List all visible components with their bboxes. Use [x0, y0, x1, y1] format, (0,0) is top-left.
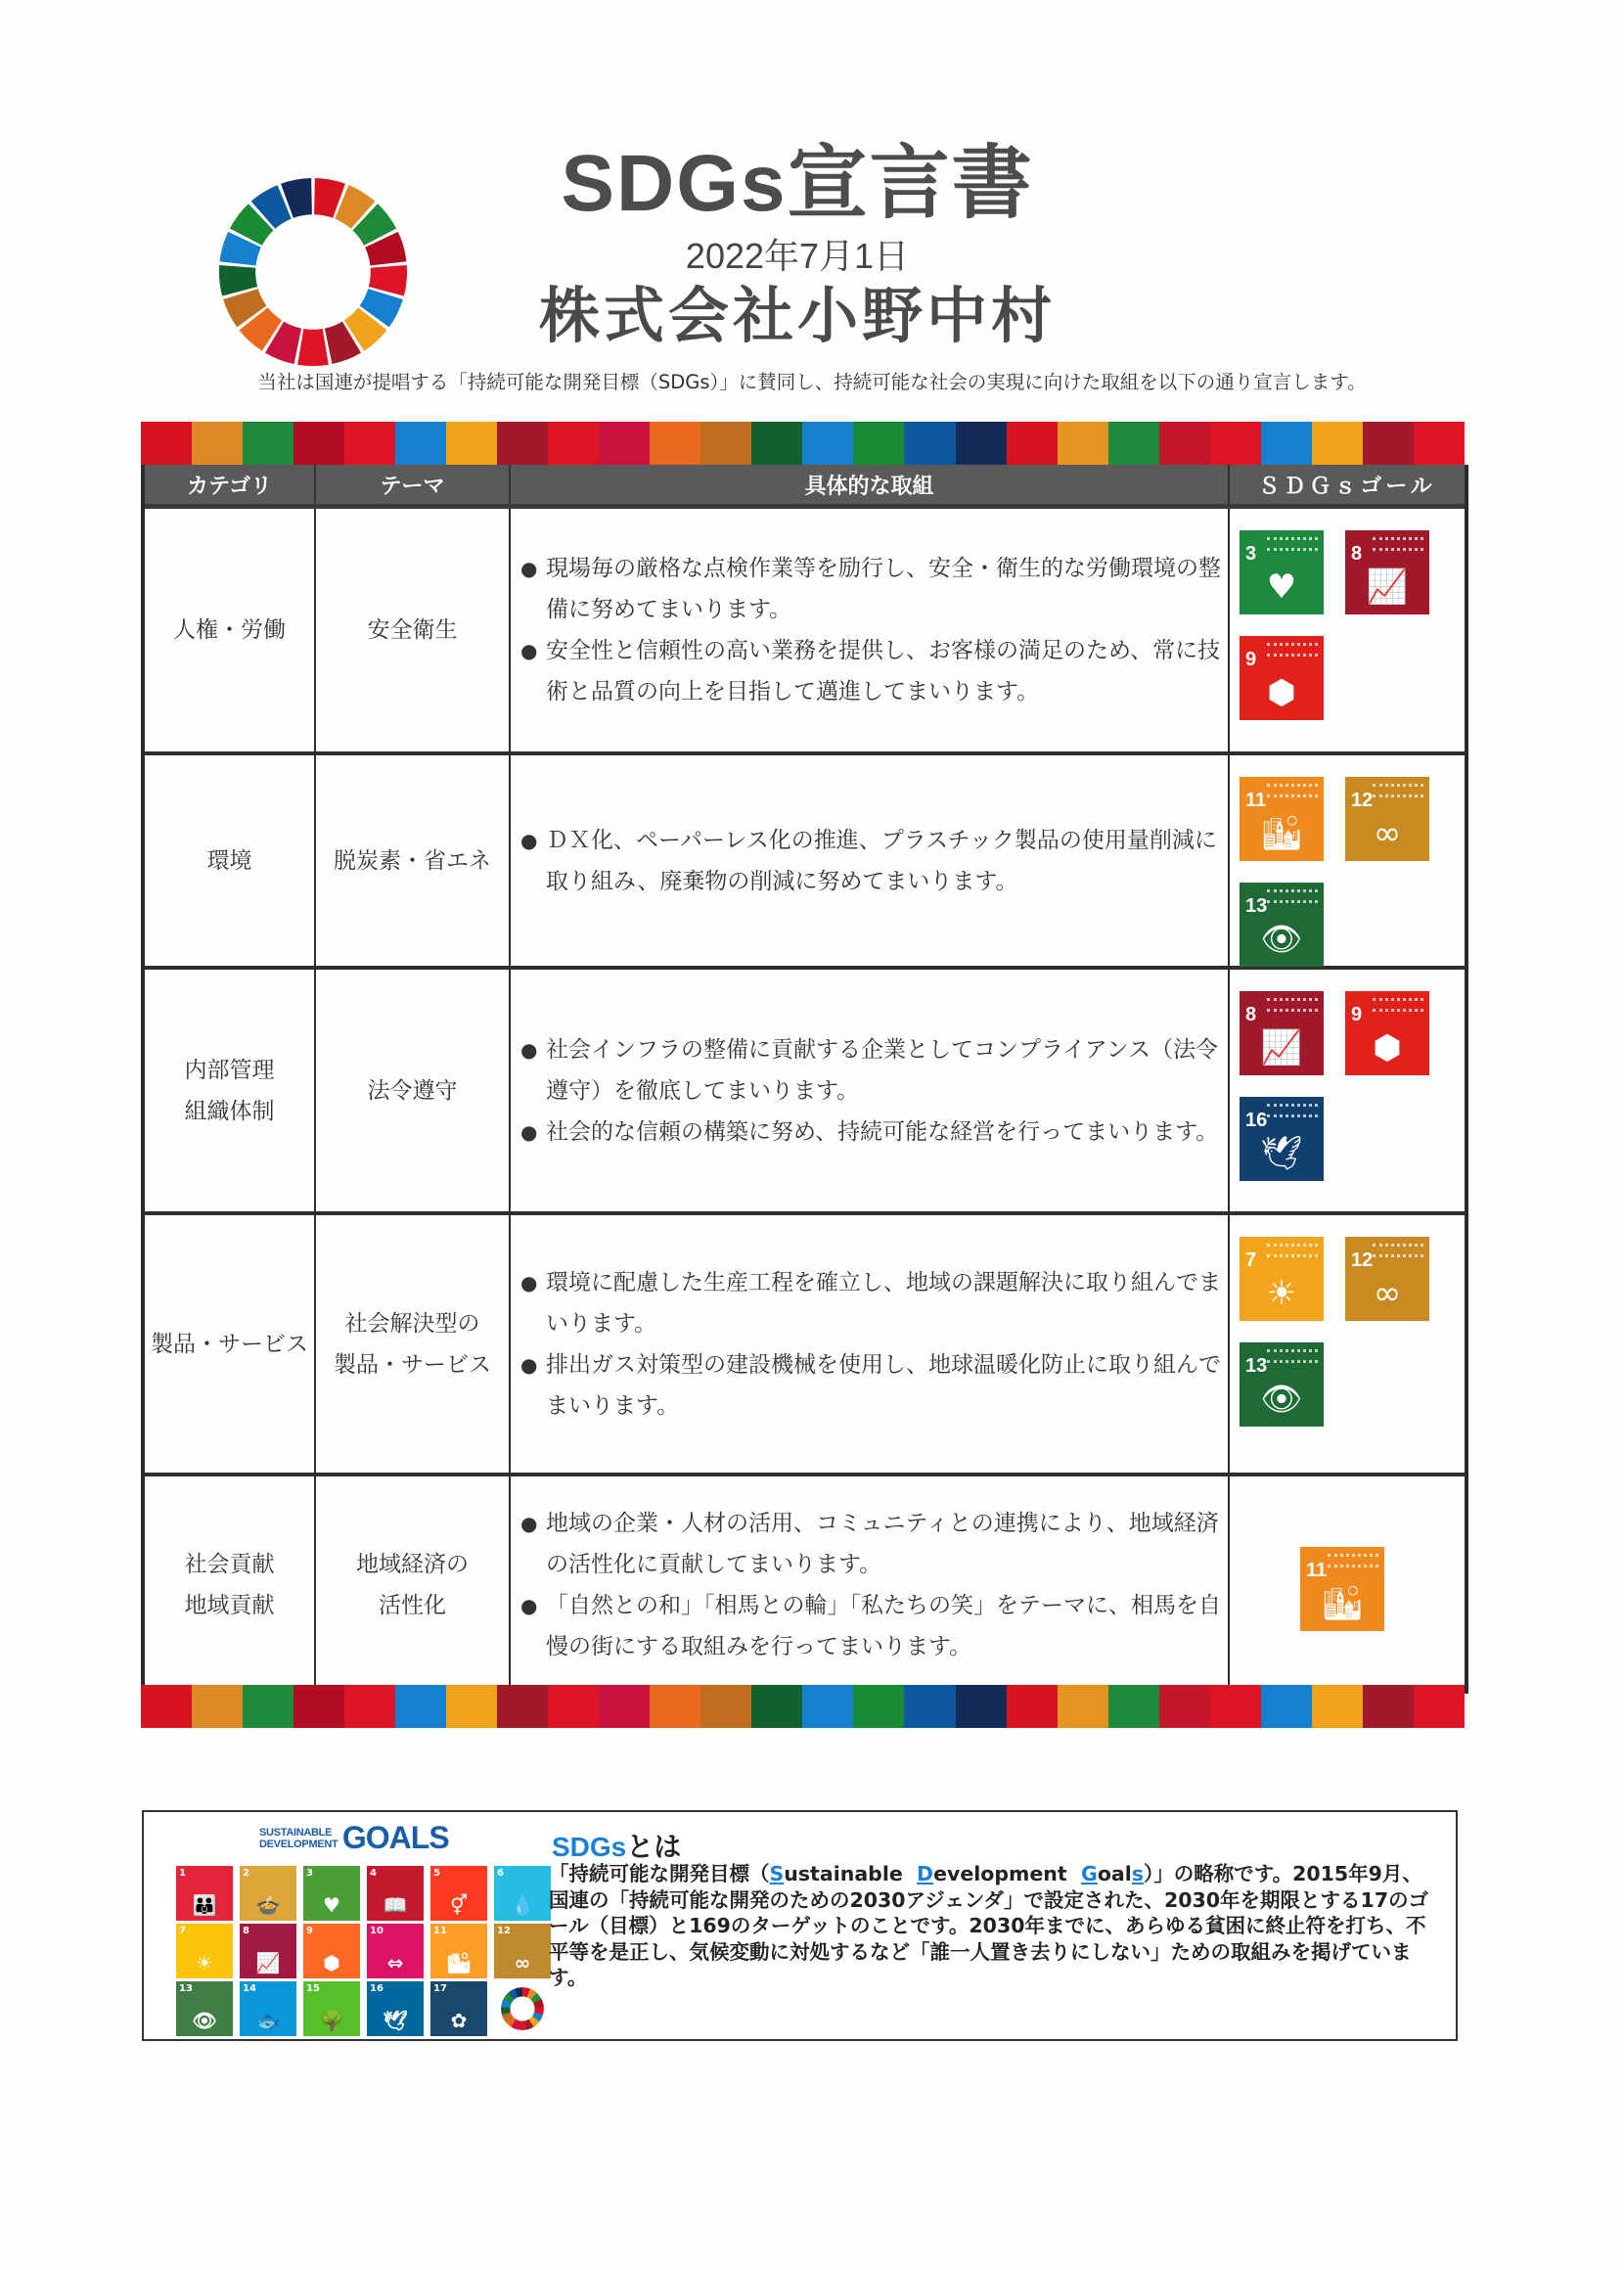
- mini-sdg-goal-4-icon: [367, 1866, 424, 1921]
- mini-sdg-goal-10-icon: [367, 1924, 424, 1978]
- goal-number: 5: [433, 1868, 440, 1879]
- strip-segment: [1159, 1685, 1210, 1728]
- strip-segment: [1261, 422, 1312, 465]
- goal-number: 13: [1245, 1355, 1268, 1377]
- actions-list: [520, 1503, 1228, 1667]
- logo-text-sustainable: SUSTAINABLE: [259, 1826, 333, 1839]
- strip-segment: [1261, 1685, 1312, 1728]
- about-body-rest: の略称です。2015年9月、国連の「持続可能な開発のための2030アジェンダ」で設定された、2030年を期限とする17のゴール（目標）と169のターゲットのことです。2030年までに、あらゆる貧困に終止符を打ち、不平等を是正し、気候変動に対処するなど「誰一人置き去りにしない」ための取組みを掲げています。: [549, 1862, 1429, 1989]
- sdg-goal-7-icon: [1240, 1237, 1324, 1321]
- goals-cell: [1230, 1476, 1490, 1694]
- goal-number: 13: [179, 1983, 193, 1994]
- goal-number: 9: [306, 1926, 313, 1936]
- theme-cell: [316, 1476, 511, 1694]
- strip-segment: [1210, 1685, 1261, 1728]
- table-row: [145, 755, 1465, 970]
- goal-pictogram-icon: 👁: [192, 2009, 217, 2032]
- strip-segment: [599, 422, 650, 465]
- strip-segment: [904, 422, 955, 465]
- goal-pictogram-icon: ⚥: [449, 1893, 469, 1917]
- strip-segment: [395, 1685, 446, 1728]
- strip-segment: [1058, 1685, 1108, 1728]
- category-cell: [145, 755, 316, 967]
- mini-sdg-goal-17-icon: [430, 1981, 487, 2036]
- about-body-word: evelopment: [933, 1862, 1067, 1885]
- goal-pictogram-icon: 📖: [383, 1893, 408, 1917]
- highlight-g: G: [1080, 1862, 1098, 1885]
- goal-number: 16: [1245, 1110, 1268, 1131]
- highlight-d: D: [917, 1862, 934, 1885]
- strip-segment: [1007, 422, 1058, 465]
- goal-pictogram-icon: ∞: [1373, 1274, 1402, 1313]
- header-sdgs-goals: ＳＤＧｓゴール: [1258, 474, 1436, 499]
- color-strip-top: [141, 422, 1465, 465]
- mini-sdg-goal-9-icon: [303, 1924, 360, 1978]
- mini-sdg-goal-15-icon: [303, 1981, 360, 2036]
- theme-label: 安全衛生: [367, 617, 458, 643]
- goal-number: 6: [497, 1868, 504, 1879]
- goal-icons: [1240, 991, 1429, 1181]
- strip-segment: [1159, 422, 1210, 465]
- goal-pictogram-icon: ✿: [450, 2009, 468, 2032]
- actions-cell: [511, 509, 1230, 751]
- goal-pictogram-icon: ⬢: [1373, 1028, 1402, 1067]
- goal-caption: [1373, 537, 1423, 551]
- strip-segment: [497, 422, 548, 465]
- strip-segment: [853, 1685, 904, 1728]
- strip-segment: [956, 422, 1007, 465]
- strip-segment: [650, 1685, 700, 1728]
- goal-pictogram-icon: 📈: [255, 1951, 281, 1975]
- goal-number: 8: [1245, 1004, 1257, 1025]
- strip-segment: [1363, 422, 1414, 465]
- goal-number: 3: [306, 1868, 313, 1879]
- strip-segment: [1007, 1685, 1058, 1728]
- strip-segment: [548, 422, 599, 465]
- sdg-goal-3-icon: [1240, 530, 1324, 614]
- goal-pictogram-icon: 🐟: [255, 2009, 281, 2032]
- strip-segment: [599, 1685, 650, 1728]
- actions-list: [520, 548, 1228, 712]
- about-body-suffix: ）」: [1143, 1862, 1174, 1885]
- mini-sdg-goal-7-icon: [176, 1924, 233, 1978]
- goal-number: 9: [1245, 649, 1257, 670]
- sdg-goal-11-icon: [1300, 1547, 1384, 1631]
- mini-sdg-goal-13-icon: [176, 1981, 233, 2036]
- strip-segment: [293, 1685, 344, 1728]
- goal-pictogram-icon: 📈: [1366, 568, 1409, 607]
- sdg-goal-9-icon: [1345, 991, 1429, 1075]
- goal-pictogram-icon: 🏙: [446, 1951, 472, 1975]
- category-label: 人権・労働: [173, 617, 286, 643]
- sdg-goal-11-icon: [1240, 777, 1324, 861]
- highlight-s: S: [769, 1862, 785, 1885]
- goal-pictogram-icon: 👪: [192, 1893, 217, 1917]
- goal-number: 8: [1351, 543, 1363, 565]
- action-item: ● 排出ガス対策型の建設機械を使用し、地球温暖化防止に取り組んでまいります。: [520, 1344, 1228, 1427]
- color-strip-bottom: [141, 1685, 1465, 1728]
- strip-segment: [497, 1685, 548, 1728]
- strip-segment: [1414, 422, 1465, 465]
- goal-number: 9: [1351, 1004, 1363, 1025]
- goal-number: 12: [497, 1926, 511, 1936]
- goal-pictogram-icon: ⬢: [1267, 673, 1296, 712]
- goal-caption: [1267, 1244, 1318, 1257]
- table-header: [145, 465, 1465, 509]
- goal-caption: [1267, 1104, 1318, 1117]
- sdgs-wheel-logo: [217, 176, 409, 368]
- goal-pictogram-icon: ☀: [1266, 1274, 1297, 1313]
- strip-segment: [141, 422, 192, 465]
- goal-caption: [1267, 1349, 1318, 1363]
- about-body-word: ustainable: [784, 1862, 903, 1885]
- mini-sdg-goal-8-icon: [240, 1924, 296, 1978]
- sdg-goal-9-icon: [1240, 636, 1324, 720]
- goals-cell: [1230, 1215, 1465, 1473]
- goal-caption: [1267, 643, 1318, 657]
- sdg-goals-grid: [176, 1866, 551, 2036]
- mini-sdg-goal-12-icon: [494, 1924, 551, 1978]
- goal-number: 11: [1245, 790, 1267, 811]
- category-cell: [145, 1215, 316, 1473]
- about-body: [549, 1861, 1429, 1991]
- action-item: ● 社会インフラの整備に貢献する企業としてコンプライアンス（法令遵守）を徹底してまいります。: [520, 1029, 1228, 1112]
- strip-segment: [853, 422, 904, 465]
- mini-sdgs-wheel-icon: [501, 1987, 544, 2030]
- mini-sdg-goal-1-icon: [176, 1866, 233, 1921]
- declaration-date: 2022年7月1日: [685, 236, 910, 276]
- header-theme: テーマ: [316, 465, 511, 504]
- goal-number: 13: [1245, 895, 1268, 917]
- mini-sdg-goal-16-icon: [367, 1981, 424, 2036]
- goals-cell: [1230, 509, 1465, 751]
- action-item: ● 環境に配慮した生産工程を確立し、地域の課題解決に取り組んでまいります。: [520, 1262, 1228, 1344]
- goals-cell: [1230, 970, 1465, 1211]
- actions-list: [520, 1029, 1228, 1153]
- table-row: [145, 1215, 1465, 1476]
- goal-caption: [1328, 1554, 1378, 1567]
- goal-caption: [1373, 1244, 1423, 1257]
- theme-label: 社会解決型の: [344, 1310, 480, 1337]
- strip-segment: [548, 1685, 599, 1728]
- strip-segment: [344, 1685, 395, 1728]
- goal-pictogram-icon: 👁: [1260, 1380, 1303, 1419]
- header-actions: 具体的な取組: [511, 465, 1230, 504]
- goals-cell: [1230, 755, 1465, 967]
- category-cell: [145, 1476, 316, 1694]
- strip-segment: [904, 1685, 955, 1728]
- sdg-goal-12-icon: [1345, 777, 1429, 861]
- goal-number: 16: [370, 1983, 383, 1994]
- theme-cell: [316, 509, 511, 751]
- goal-caption: [1373, 784, 1423, 797]
- strip-segment: [650, 422, 700, 465]
- goal-number: 8: [243, 1926, 249, 1936]
- category-label: 地域貢献: [184, 1593, 275, 1618]
- goal-icons: [1240, 1237, 1429, 1427]
- goal-pictogram-icon: 🏙: [1260, 814, 1303, 853]
- strip-segment: [395, 422, 446, 465]
- highlight-s2: s: [1131, 1862, 1144, 1885]
- theme-cell: [316, 970, 511, 1211]
- action-item: ● 社会的な信頼の構築に努め、持続可能な経営を行ってまいります。: [520, 1112, 1228, 1153]
- goal-pictogram-icon: 🍲: [255, 1893, 281, 1917]
- about-title-latin: SDGs: [552, 1832, 627, 1862]
- goal-pictogram-icon: 🕊: [383, 2009, 408, 2032]
- sdg-goal-12-icon: [1345, 1237, 1429, 1321]
- strip-segment: [141, 1685, 192, 1728]
- strip-segment: [1210, 422, 1261, 465]
- strip-segment: [1414, 1685, 1465, 1728]
- goal-number: 4: [370, 1868, 377, 1879]
- table-body: [145, 509, 1465, 1694]
- mini-sdg-goal-2-icon: [240, 1866, 296, 1921]
- actions-cell: [511, 970, 1230, 1211]
- strip-segment: [243, 422, 293, 465]
- goal-number: 11: [1306, 1560, 1328, 1581]
- category-label: 環境: [206, 848, 252, 874]
- strip-segment: [1108, 1685, 1159, 1728]
- goal-pictogram-icon: 🏙: [1321, 1584, 1364, 1623]
- goal-number: 3: [1245, 543, 1257, 565]
- goal-icons: [1240, 777, 1429, 967]
- strip-segment: [751, 422, 802, 465]
- about-sdgs-box: [142, 1810, 1458, 2041]
- goal-number: 15: [306, 1983, 320, 1994]
- action-item: ● 「自然との和」「相馬との輪」「私たちの笑」をテーマに、相馬を自慢の街にする取組みを行ってまいります。: [520, 1585, 1228, 1667]
- mini-sdg-goal-6-icon: [494, 1866, 551, 1921]
- action-item: ● 安全性と信頼性の高い業務を提供し、お客様の満足のため、常に技術と品質の向上を目指して邁進してまいります。: [520, 630, 1228, 712]
- page-title: SDGs宣言書: [561, 139, 1034, 228]
- goal-pictogram-icon: 💧: [510, 1893, 535, 1917]
- goal-pictogram-icon: ⬢: [323, 1951, 340, 1975]
- goal-number: 10: [370, 1926, 383, 1936]
- strip-segment: [700, 1685, 751, 1728]
- theme-cell: [316, 755, 511, 967]
- theme-label: 地域経済の: [356, 1552, 469, 1577]
- category-label: 製品・サービス: [151, 1331, 308, 1357]
- action-item: ● 現場毎の厳格な点検作業等を励行し、安全・衛生的な労働環境の整備に努めてまいります。: [520, 548, 1228, 630]
- goal-number: 1: [179, 1868, 186, 1879]
- mini-sdg-goal-11-icon: [430, 1924, 487, 1978]
- actions-list: [520, 1262, 1228, 1427]
- table-row: [145, 970, 1465, 1215]
- mini-sdg-goal-5-icon: [430, 1866, 487, 1921]
- category-cell: [145, 970, 316, 1211]
- strip-segment: [192, 1685, 243, 1728]
- about-title: [552, 1826, 681, 1865]
- strip-segment: [344, 422, 395, 465]
- strip-segment: [802, 1685, 853, 1728]
- goal-pictogram-icon: 📈: [1260, 1028, 1303, 1067]
- actions-cell: [511, 1215, 1230, 1473]
- goal-caption: [1267, 784, 1318, 797]
- goal-pictogram-icon: 👁: [1260, 920, 1303, 959]
- table-row: [145, 1476, 1465, 1694]
- sustainable-development-goals-logo: [259, 1820, 449, 1856]
- goal-number: 12: [1351, 790, 1374, 811]
- about-body-word: oal: [1097, 1862, 1132, 1885]
- goal-pictogram-icon: ♥: [1266, 568, 1297, 607]
- category-label: 内部管理: [184, 1057, 275, 1083]
- action-item: ● ＤＸ化、ペーパーレス化の推進、プラスチック製品の使用量削減に取り組み、廃棄物の削減に努めてまいります。: [520, 820, 1228, 902]
- goal-number: 17: [433, 1983, 447, 1994]
- declaration-table: [141, 465, 1468, 1694]
- goal-icons: [1240, 530, 1429, 720]
- goal-number: 12: [1351, 1249, 1374, 1271]
- category-label: 組織体制: [184, 1098, 275, 1124]
- category-label: 社会貢献: [184, 1552, 275, 1577]
- strip-segment: [192, 422, 243, 465]
- sdg-goal-13-icon: [1240, 883, 1324, 967]
- actions-list: [520, 820, 1228, 902]
- goal-pictogram-icon: ♥: [323, 1893, 340, 1917]
- strip-segment: [802, 422, 853, 465]
- mini-sdg-goal-14-icon: [240, 1981, 296, 2036]
- strip-segment: [1108, 422, 1159, 465]
- goal-caption: [1267, 998, 1318, 1012]
- action-item: ● 地域の企業・人材の活用、コミュニティとの連携により、地域経済の活性化に貢献してまいります。: [520, 1503, 1228, 1585]
- goal-pictogram-icon: ☀: [196, 1951, 213, 1975]
- actions-cell: [511, 755, 1230, 967]
- category-cell: [145, 509, 316, 751]
- theme-cell: [316, 1215, 511, 1473]
- goal-pictogram-icon: 🌳: [319, 2009, 344, 2032]
- goal-number: 7: [1245, 1249, 1257, 1271]
- strip-segment: [751, 1685, 802, 1728]
- goal-number: 2: [243, 1868, 249, 1879]
- goal-caption: [1373, 998, 1423, 1012]
- goal-number: 11: [433, 1926, 447, 1936]
- sdg-goal-8-icon: [1345, 530, 1429, 614]
- sdg-goal-8-icon: [1240, 991, 1324, 1075]
- theme-label: 製品・サービス: [334, 1351, 491, 1378]
- logo-text-development: DEVELOPMENT: [259, 1838, 338, 1850]
- theme-label: 脱炭素・省エネ: [334, 848, 491, 874]
- goal-number: 14: [243, 1983, 256, 1994]
- about-title-jp: とは: [626, 1832, 682, 1862]
- strip-segment: [446, 1685, 497, 1728]
- goal-pictogram-icon: ⇔: [386, 1951, 404, 1975]
- about-body-prefix: 「持続可能な開発目標（: [549, 1862, 770, 1885]
- theme-label: 法令遵守: [367, 1077, 458, 1104]
- strip-segment: [446, 422, 497, 465]
- actions-cell: [511, 1476, 1230, 1694]
- mini-sdg-goal-3-icon: [303, 1866, 360, 1921]
- strip-segment: [293, 422, 344, 465]
- header-category: カテゴリ: [145, 465, 316, 504]
- goal-pictogram-icon: 🕊: [1260, 1134, 1303, 1173]
- strip-segment: [243, 1685, 293, 1728]
- strip-segment: [1363, 1685, 1414, 1728]
- goal-caption: [1267, 889, 1318, 903]
- goal-pictogram-icon: ∞: [1373, 814, 1402, 853]
- strip-segment: [700, 422, 751, 465]
- goal-caption: [1267, 537, 1318, 551]
- strip-segment: [1312, 1685, 1363, 1728]
- strip-segment: [956, 1685, 1007, 1728]
- company-name: 株式会社小野中村: [538, 280, 1056, 351]
- sdg-goal-16-icon: [1240, 1097, 1324, 1181]
- table-row: [145, 509, 1465, 755]
- wheel-segment: [297, 329, 329, 366]
- logo-text-goals: GOALS: [341, 1820, 449, 1855]
- goal-pictogram-icon: ∞: [514, 1951, 531, 1975]
- goal-number: 7: [179, 1926, 186, 1936]
- strip-segment: [1058, 422, 1108, 465]
- sdg-goal-13-icon: [1240, 1342, 1324, 1427]
- theme-label: 活性化: [379, 1593, 446, 1618]
- intro-text: 当社は国連が提唱する「持続可能な開発目標（SDGs）」に賛同し、持続可能な社会の実現に向けた取組を以下の通り宣言します。: [257, 371, 1367, 393]
- strip-segment: [1312, 422, 1363, 465]
- goal-icons: [1300, 1547, 1490, 1631]
